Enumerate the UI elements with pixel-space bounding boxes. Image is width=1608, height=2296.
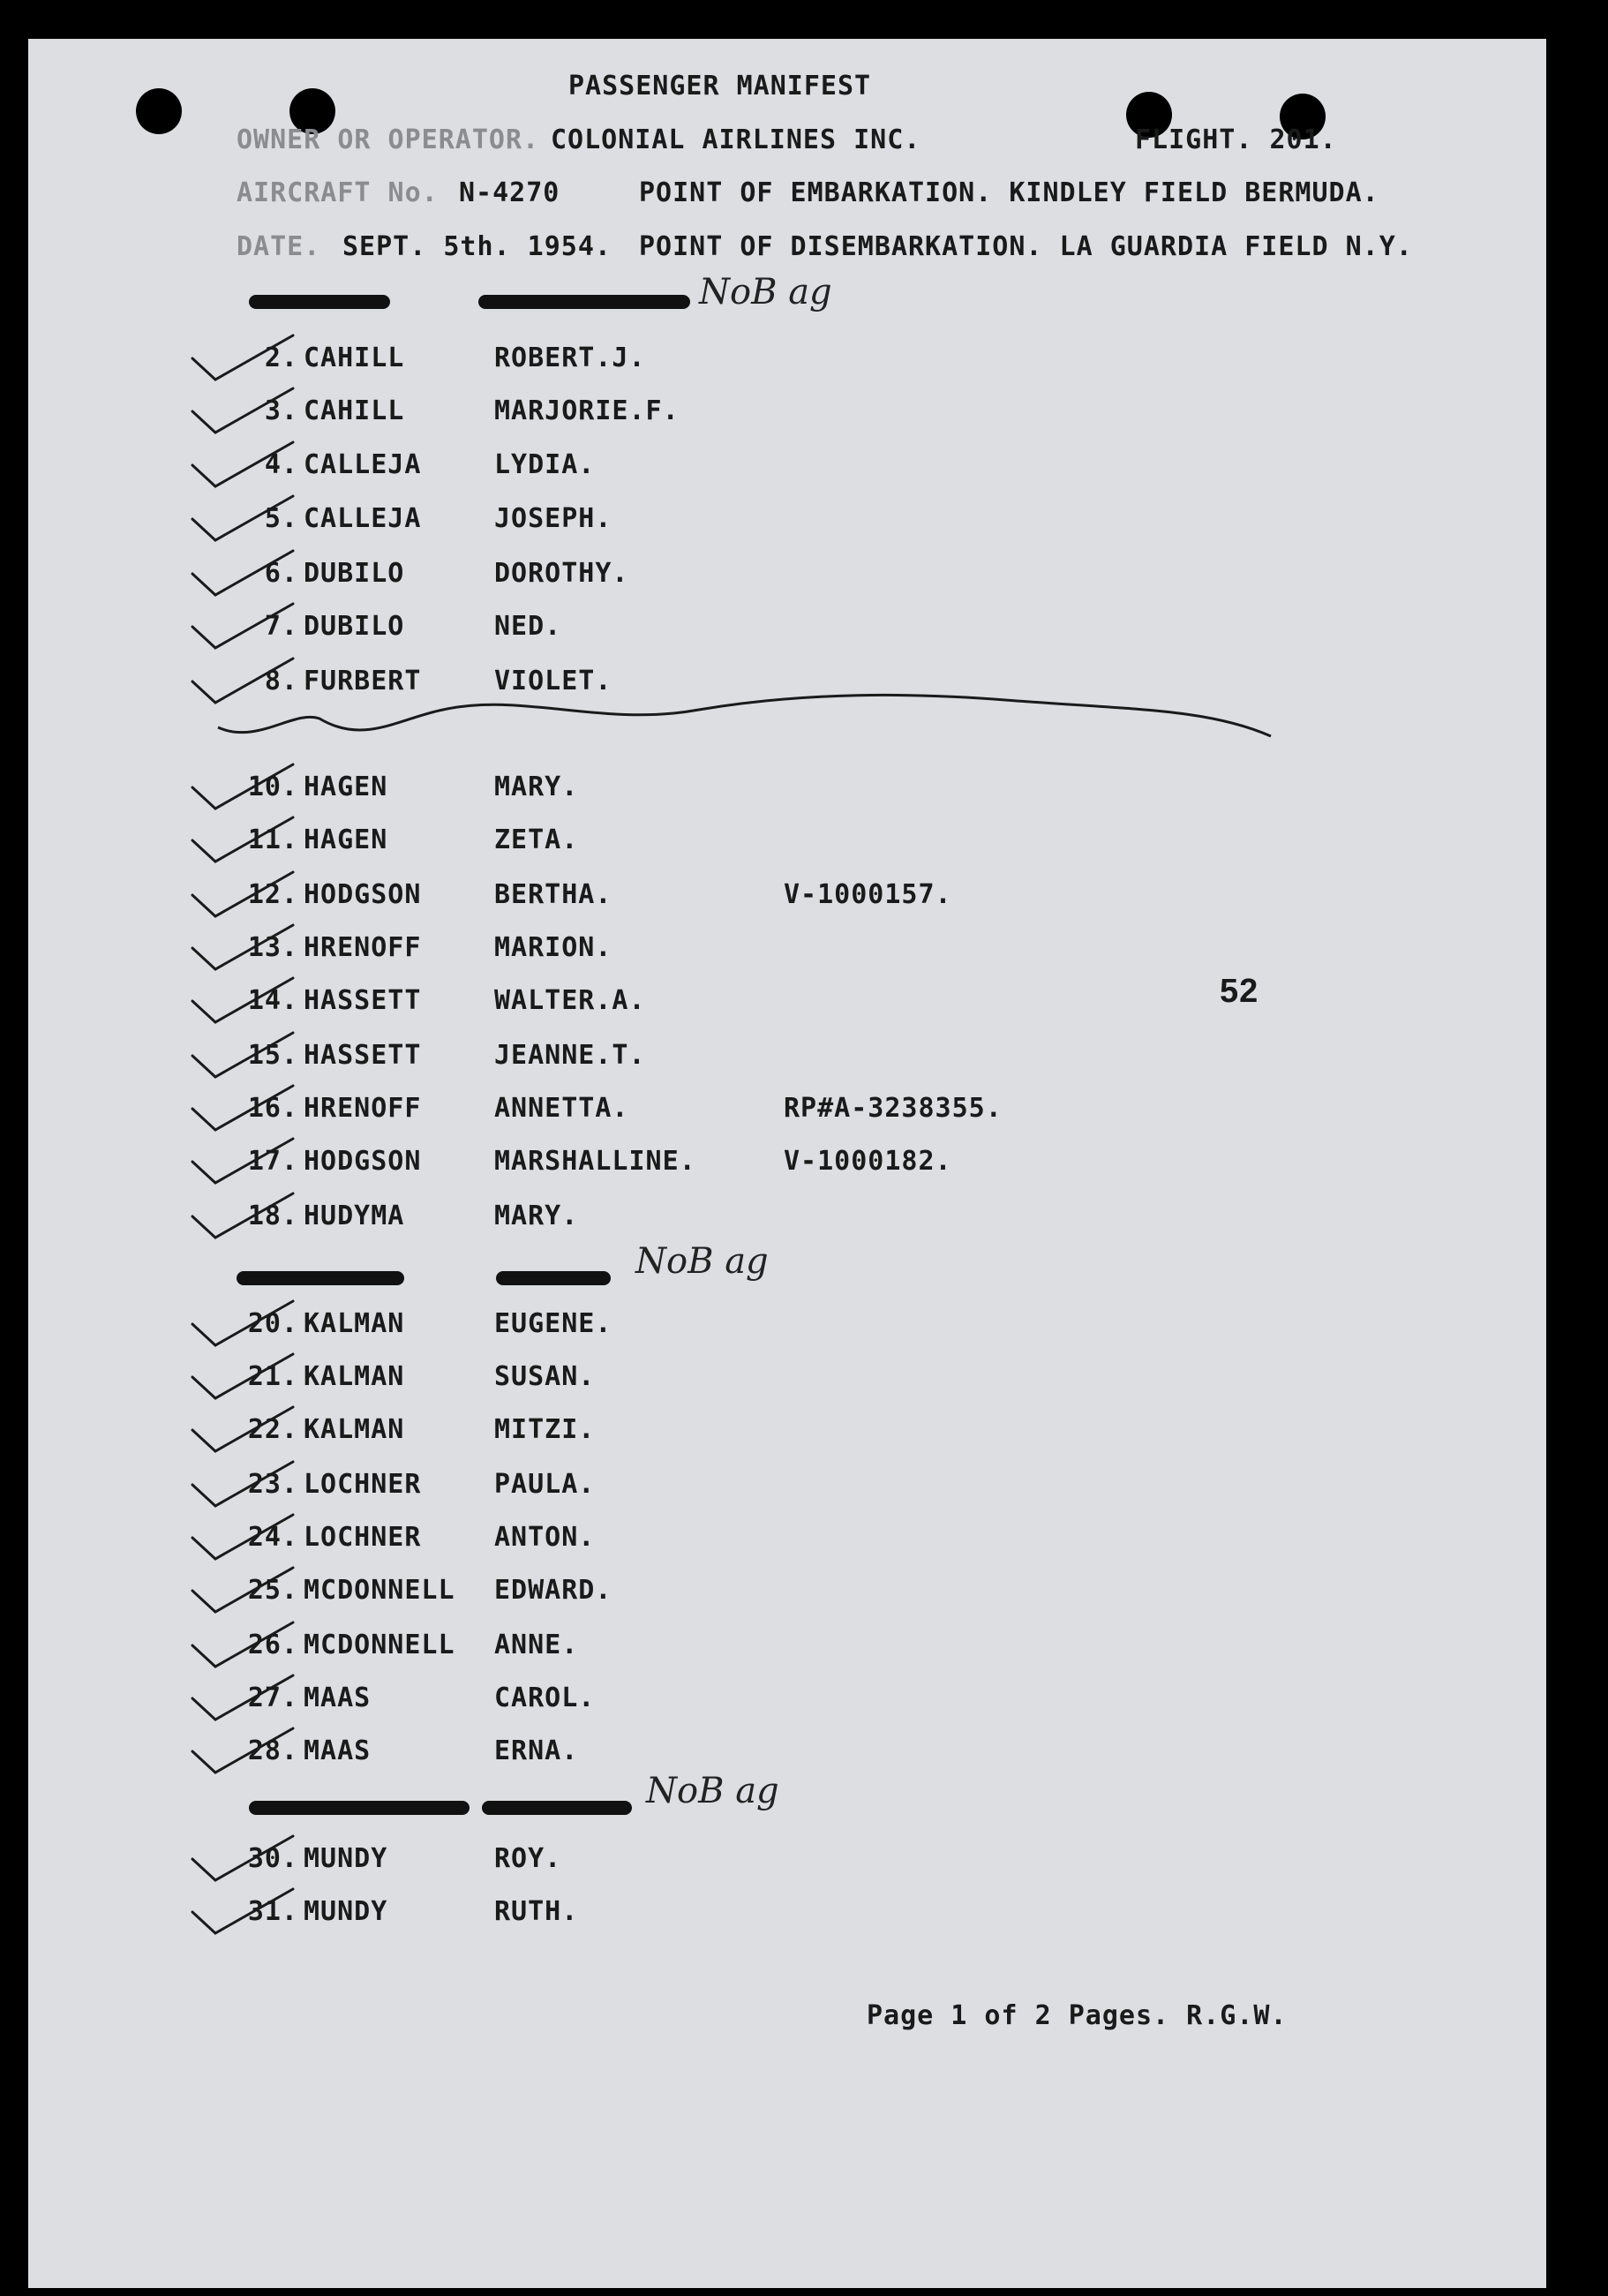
passenger-surname: KALMAN — [304, 1361, 405, 1392]
passenger-row — [28, 1308, 1546, 1352]
passenger-given-name: ROY. — [494, 1843, 562, 1874]
passenger-given-name: ANTON. — [494, 1522, 596, 1553]
passenger-surname: CALLEJA — [304, 449, 422, 480]
passenger-visa-note: V-1000182. — [784, 1146, 952, 1177]
passenger-row — [28, 932, 1546, 976]
passenger-given-name: ERNA. — [494, 1735, 579, 1766]
passenger-given-name: MARY. — [494, 772, 579, 802]
passenger-given-name: MARJORIE.F. — [494, 395, 680, 426]
passenger-surname: HASSETT — [304, 1040, 422, 1071]
passenger-given-name: EUGENE. — [494, 1308, 612, 1339]
no-bag-annotation: NoB ag — [646, 1771, 779, 1811]
passenger-given-name: LYDIA. — [494, 449, 596, 480]
passenger-visa-note: V-1000157. — [784, 879, 952, 910]
passenger-row — [28, 772, 1546, 816]
passenger-row — [28, 395, 1546, 440]
passenger-given-name: BERTHA. — [494, 879, 612, 910]
passenger-row — [28, 1896, 1546, 1940]
passenger-surname: MCDONNELL — [304, 1575, 455, 1606]
passenger-given-name: MARY. — [494, 1201, 579, 1231]
passenger-surname: DUBILO — [304, 558, 405, 589]
passenger-number: 15. — [247, 1040, 298, 1071]
passenger-given-name: MITZI. — [494, 1414, 596, 1445]
passenger-row — [28, 449, 1546, 493]
passenger-number: 20. — [247, 1308, 298, 1339]
manifest-title: PASSENGER MANIFEST — [568, 71, 872, 102]
passenger-number: 14. — [247, 985, 298, 1016]
passenger-given-name: ROBERT.J. — [494, 343, 646, 373]
redacted-entry — [482, 1801, 632, 1815]
aircraft-number: N-4270 — [459, 177, 560, 208]
redacted-entry — [237, 1271, 404, 1285]
passenger-number: 3. — [264, 395, 298, 426]
manifest-page — [28, 39, 1546, 2288]
passenger-surname: HODGSON — [304, 879, 422, 910]
passenger-given-name: MARSHALLINE. — [494, 1146, 696, 1177]
point-of-disembarkation: POINT OF DISEMBARKATION. LA GUARDIA FIELD N.Y. — [639, 231, 1413, 262]
flight-number: FLIGHT. 201. — [1135, 124, 1337, 155]
passenger-number: 24. — [247, 1522, 298, 1553]
passenger-number: 31. — [247, 1896, 298, 1927]
passenger-row — [28, 824, 1546, 869]
date-label: DATE. — [237, 231, 321, 262]
passenger-number: 23. — [247, 1469, 298, 1500]
passenger-number: 17. — [247, 1146, 298, 1177]
passenger-given-name: JEANNE.T. — [494, 1040, 646, 1071]
passenger-number: 22. — [247, 1414, 298, 1445]
passenger-given-name: CAROL. — [494, 1682, 596, 1713]
passenger-given-name: EDWARD. — [494, 1575, 612, 1606]
passenger-surname: HODGSON — [304, 1146, 422, 1177]
passenger-number: 27. — [247, 1682, 298, 1713]
passenger-row — [28, 666, 1546, 710]
operator-name: COLONIAL AIRLINES INC. — [551, 124, 921, 155]
passenger-surname: MCDONNELL — [304, 1630, 455, 1660]
passenger-row — [28, 1201, 1546, 1245]
passenger-surname: KALMAN — [304, 1414, 405, 1445]
passenger-surname: KALMAN — [304, 1308, 405, 1339]
passenger-surname: LOCHNER — [304, 1522, 422, 1553]
passenger-row — [28, 1040, 1546, 1084]
point-of-embarkation: POINT OF EMBARKATION. KINDLEY FIELD BERMUDA. — [639, 177, 1379, 208]
passenger-row — [28, 1630, 1546, 1674]
no-bag-annotation: NoB ag — [635, 1241, 769, 1282]
passenger-number: 25. — [247, 1575, 298, 1606]
passenger-row — [28, 343, 1546, 387]
passenger-number: 7. — [264, 611, 298, 642]
passenger-number: 2. — [264, 343, 298, 373]
page-footer: Page 1 of 2 Pages. R.G.W. — [867, 2000, 1288, 2031]
page-number-stamp: 52 — [1220, 973, 1259, 1010]
passenger-given-name: ANNETTA. — [494, 1093, 629, 1124]
passenger-surname: CAHILL — [304, 395, 405, 426]
redacted-entry — [496, 1271, 611, 1285]
passenger-number: 8. — [264, 666, 298, 696]
passenger-given-name: ZETA. — [494, 824, 579, 855]
passenger-number: 16. — [247, 1093, 298, 1124]
passenger-given-name: SUSAN. — [494, 1361, 596, 1392]
passenger-row — [28, 985, 1546, 1029]
passenger-row — [28, 1682, 1546, 1727]
passenger-row — [28, 1843, 1546, 1887]
passenger-surname: MUNDY — [304, 1896, 388, 1927]
passenger-surname: HASSETT — [304, 985, 422, 1016]
passenger-surname: HRENOFF — [304, 1093, 422, 1124]
passenger-row — [28, 879, 1546, 923]
passenger-surname: CALLEJA — [304, 503, 422, 534]
passenger-number: 12. — [247, 879, 298, 910]
passenger-given-name: ANNE. — [494, 1630, 579, 1660]
passenger-number: 28. — [247, 1735, 298, 1766]
passenger-surname: LOCHNER — [304, 1469, 422, 1500]
redacted-entry — [478, 295, 690, 309]
passenger-given-name: RUTH. — [494, 1896, 579, 1927]
passenger-number: 26. — [247, 1630, 298, 1660]
passenger-surname: DUBILO — [304, 611, 405, 642]
passenger-row — [28, 558, 1546, 602]
no-bag-annotation: NoB ag — [699, 272, 832, 312]
passenger-number: 6. — [264, 558, 298, 589]
passenger-surname: FURBERT — [304, 666, 422, 696]
flight-date: SEPT. 5th. 1954. — [342, 231, 612, 262]
passenger-row — [28, 1469, 1546, 1513]
redacted-entry — [249, 1801, 470, 1815]
redacted-entry — [249, 295, 390, 309]
passenger-number: 4. — [264, 449, 298, 480]
passenger-given-name: JOSEPH. — [494, 503, 612, 534]
passenger-number: 5. — [264, 503, 298, 534]
passenger-surname: HAGEN — [304, 824, 388, 855]
passenger-given-name: WALTER.A. — [494, 985, 646, 1016]
passenger-row — [28, 1093, 1546, 1137]
passenger-surname: MUNDY — [304, 1843, 388, 1874]
passenger-row — [28, 611, 1546, 655]
passenger-surname: MAAS — [304, 1682, 372, 1713]
passenger-visa-note: RP#A-3238355. — [784, 1093, 1003, 1124]
passenger-number: 10. — [247, 772, 298, 802]
passenger-number: 11. — [247, 824, 298, 855]
passenger-row — [28, 1575, 1546, 1619]
passenger-row — [28, 1146, 1546, 1190]
passenger-given-name: MARION. — [494, 932, 612, 963]
passenger-row — [28, 503, 1546, 547]
passenger-given-name: DOROTHY. — [494, 558, 629, 589]
passenger-given-name: VIOLET. — [494, 666, 612, 696]
passenger-surname: HRENOFF — [304, 932, 422, 963]
passenger-surname: HAGEN — [304, 772, 388, 802]
passenger-row — [28, 1735, 1546, 1780]
aircraft-label: AIRCRAFT No. — [237, 177, 439, 208]
passenger-row — [28, 1361, 1546, 1405]
passenger-surname: MAAS — [304, 1735, 372, 1766]
passenger-number: 13. — [247, 932, 298, 963]
passenger-given-name: PAULA. — [494, 1469, 596, 1500]
passenger-row — [28, 1414, 1546, 1458]
passenger-surname: CAHILL — [304, 343, 405, 373]
passenger-number: 30. — [247, 1843, 298, 1874]
passenger-number: 18. — [247, 1201, 298, 1231]
passenger-surname: HUDYMA — [304, 1201, 405, 1231]
passenger-number: 21. — [247, 1361, 298, 1392]
passenger-given-name: NED. — [494, 611, 562, 642]
punch-hole — [136, 88, 182, 134]
passenger-row — [28, 1522, 1546, 1566]
operator-label: OWNER OR OPERATOR. — [237, 124, 540, 155]
